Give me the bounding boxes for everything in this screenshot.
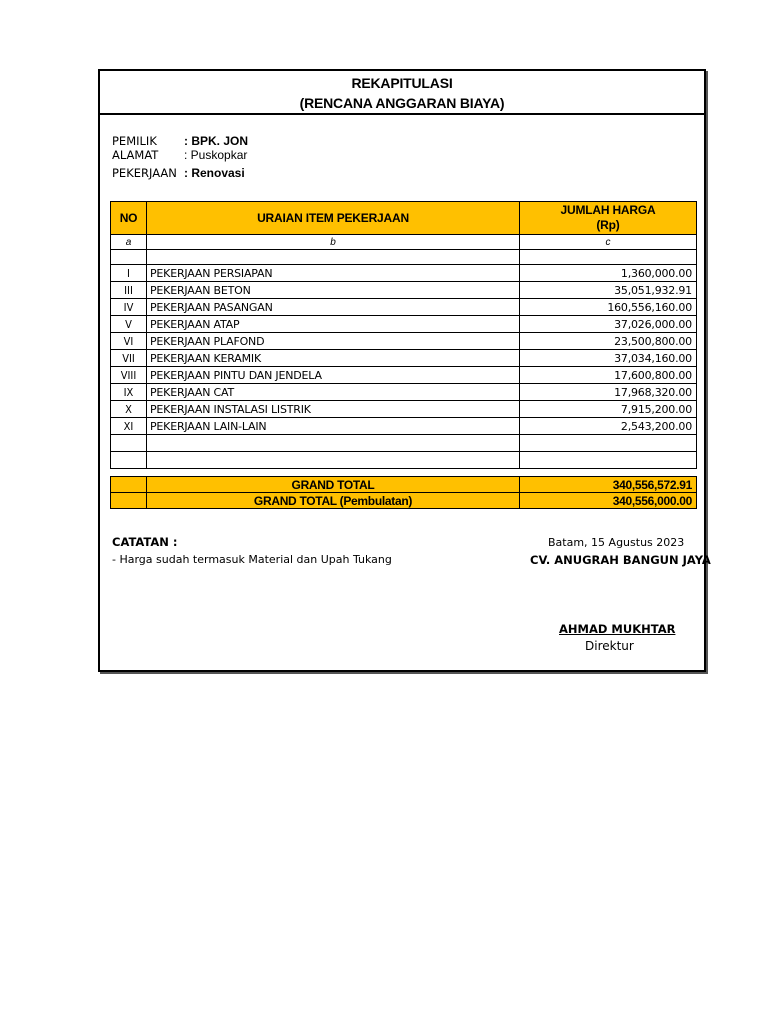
header-amount bbox=[520, 202, 697, 235]
grand-total-row bbox=[111, 477, 697, 493]
table-row bbox=[111, 418, 697, 435]
row-amount: 2,543,200.00 bbox=[520, 418, 697, 435]
work-value: : Renovasi bbox=[184, 166, 245, 180]
table-row bbox=[111, 367, 697, 384]
row-description: PEKERJAAN KERAMIK bbox=[147, 350, 520, 367]
row-amount: 7,915,200.00 bbox=[520, 401, 697, 418]
page-subtitle: (RENCANA ANGGARAN BIAYA) bbox=[299, 95, 505, 111]
table-row-empty bbox=[111, 250, 697, 265]
rounded-total-label: GRAND TOTAL (Pembulatan) bbox=[147, 493, 520, 509]
place-date: Batam, 15 Agustus 2023 bbox=[548, 536, 685, 549]
row-amount: 160,556,160.00 bbox=[520, 299, 697, 316]
row-amount: 37,026,000.00 bbox=[520, 316, 697, 333]
signatory-position: Direktur bbox=[585, 639, 634, 653]
row-description: PEKERJAAN PERSIAPAN bbox=[147, 265, 520, 282]
table-row bbox=[111, 299, 697, 316]
rounded-total-value: 340,556,000.00 bbox=[520, 493, 697, 509]
work-label: PEKERJAAN bbox=[112, 166, 177, 180]
table-row bbox=[111, 282, 697, 299]
row-number: VII bbox=[111, 350, 147, 367]
signatory-name: AHMAD MUKHTAR bbox=[559, 622, 676, 636]
table-row bbox=[111, 316, 697, 333]
row-description: PEKERJAAN INSTALASI LISTRIK bbox=[147, 401, 520, 418]
table-row bbox=[111, 401, 697, 418]
table-row bbox=[111, 350, 697, 367]
notes-line: - Harga sudah termasuk Material dan Upah Tukang bbox=[112, 553, 392, 566]
row-number: III bbox=[111, 282, 147, 299]
owner-value: : BPK. JON bbox=[184, 134, 249, 148]
row-amount: 35,051,932.91 bbox=[520, 282, 697, 299]
table-row-empty bbox=[111, 452, 697, 469]
row-amount: 1,360,000.00 bbox=[520, 265, 697, 282]
owner-label: PEMILIK bbox=[112, 134, 157, 148]
rounded-total-row bbox=[111, 493, 697, 509]
row-number: IX bbox=[111, 384, 147, 401]
grand-total-value: 340,556,572.91 bbox=[520, 477, 697, 493]
page-title: REKAPITULASI bbox=[351, 75, 453, 91]
row-amount: 17,600,800.00 bbox=[520, 367, 697, 384]
totals-table bbox=[110, 476, 697, 509]
table-row bbox=[111, 333, 697, 350]
table-subheader-row bbox=[111, 235, 697, 250]
header-amount-line2: (Rp) bbox=[596, 218, 620, 232]
table-row bbox=[111, 265, 697, 282]
row-description: PEKERJAAN PLAFOND bbox=[147, 333, 520, 350]
row-description: PEKERJAAN PASANGAN bbox=[147, 299, 520, 316]
row-description: PEKERJAAN ATAP bbox=[147, 316, 520, 333]
table-row bbox=[111, 384, 697, 401]
table-row-empty bbox=[111, 435, 697, 452]
row-number: V bbox=[111, 316, 147, 333]
address-label: ALAMAT bbox=[112, 148, 159, 162]
subheader-b: b bbox=[147, 235, 520, 250]
row-description: PEKERJAAN PINTU DAN JENDELA bbox=[147, 367, 520, 384]
project-info bbox=[112, 134, 312, 184]
subheader-a: a bbox=[111, 235, 147, 250]
title-box bbox=[100, 71, 704, 115]
row-number: XI bbox=[111, 418, 147, 435]
row-number: X bbox=[111, 401, 147, 418]
row-amount: 17,968,320.00 bbox=[520, 384, 697, 401]
row-number: VIII bbox=[111, 367, 147, 384]
row-description: PEKERJAAN BETON bbox=[147, 282, 520, 299]
row-number: IV bbox=[111, 299, 147, 316]
subheader-c: c bbox=[520, 235, 697, 250]
row-number: I bbox=[111, 265, 147, 282]
header-amount-line1: JUMLAH HARGA bbox=[560, 203, 656, 217]
row-description: PEKERJAAN CAT bbox=[147, 384, 520, 401]
row-amount: 37,034,160.00 bbox=[520, 350, 697, 367]
row-number: VI bbox=[111, 333, 147, 350]
table-header-row bbox=[111, 202, 697, 235]
header-no: NO bbox=[111, 202, 147, 235]
company-name: CV. ANUGRAH BANGUN JAYA bbox=[530, 553, 711, 567]
row-amount: 23,500,800.00 bbox=[520, 333, 697, 350]
cost-table bbox=[110, 201, 697, 469]
header-description: URAIAN ITEM PEKERJAAN bbox=[147, 202, 520, 235]
address-value: : Puskopkar bbox=[184, 148, 248, 162]
notes-heading: CATATAN : bbox=[112, 535, 178, 549]
row-description: PEKERJAAN LAIN-LAIN bbox=[147, 418, 520, 435]
grand-total-label: GRAND TOTAL bbox=[147, 477, 520, 493]
